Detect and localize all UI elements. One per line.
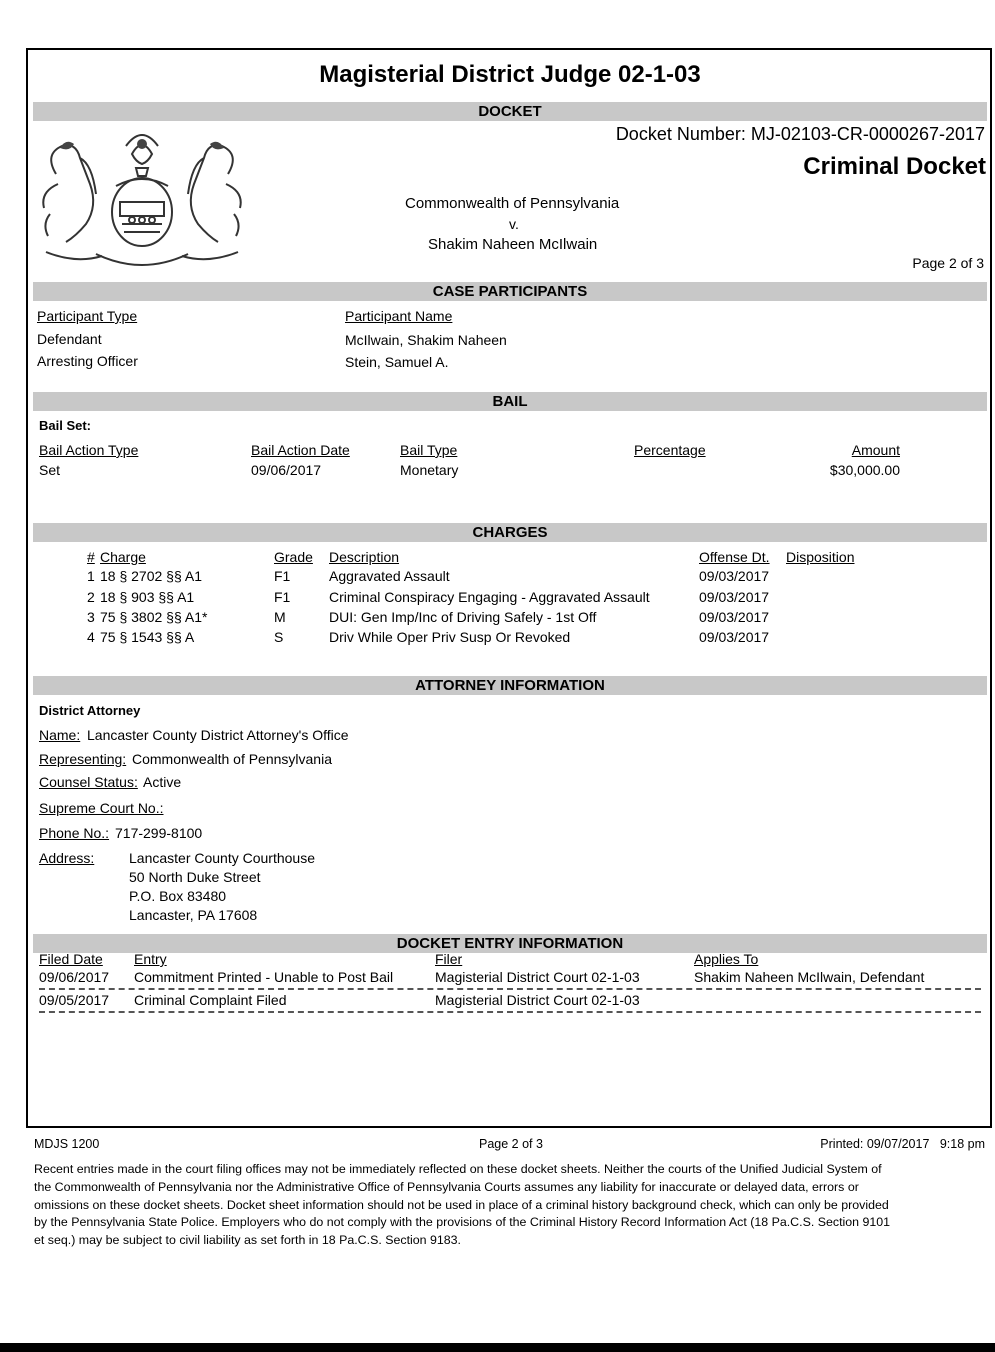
entry-applies-to: Shakim Naheen McIlwain, Defendant xyxy=(694,969,925,985)
attorney-name-label: Name: xyxy=(39,727,81,743)
charge-statute: 18 § 2702 §§ A1 xyxy=(100,568,202,584)
applies-to-header: Applies To xyxy=(694,951,759,967)
disposition-header: Disposition xyxy=(786,549,855,565)
bail-action-date-header: Bail Action Date xyxy=(251,442,350,458)
participant-type: Defendant xyxy=(37,331,102,347)
case-versus: v. xyxy=(509,216,519,232)
charge-statute: 75 § 1543 §§ A xyxy=(100,629,195,645)
pennsylvania-seal-icon xyxy=(36,124,248,274)
participant-name: Stein, Samuel A. xyxy=(345,354,449,370)
docket-band xyxy=(33,102,987,121)
page-indicator: Page 2 of 3 xyxy=(912,255,984,271)
bail-percentage-header: Percentage xyxy=(634,442,706,458)
footer-page: Page 2 of 3 xyxy=(479,1137,543,1151)
filer-header: Filer xyxy=(435,951,463,967)
charge-num: 1 xyxy=(87,568,95,584)
participant-type-header: Participant Type xyxy=(37,308,138,324)
disclaimer: Recent entries made in the court filing offices may not be immediately reflected on these docket sheets. Neither the courts of the Unified Judicial System of the Commonwealth of Pennsylvania nor the Administrative Office of Pennsylvania Courts assumes any liability for inaccurate or delayed data, errors or omissions on these docket sheets. Docket sheet information should not be used in place of a criminal history background check, which can only be provided by the Pennsylvania State Police. Employers who do not comply with the provisions of the Criminal History Record Information Act (18 Pa.C.S. Section 9101 et seq.) may be subject to civil liability as set forth in 18 Pa.C.S. Section 9183. xyxy=(34,1162,891,1248)
charge-offense-date: 09/03/2017 xyxy=(699,629,770,645)
representing-value: Commonwealth of Pennsylvania xyxy=(132,751,332,767)
charge-grade: F1 xyxy=(274,589,291,605)
bail-band xyxy=(33,392,987,411)
phone-label: Phone No.: xyxy=(39,825,110,841)
docket-number: Docket Number: MJ-02103-CR-0000267-2017 xyxy=(615,124,985,144)
attorney-name: Lancaster County District Attorney's Office xyxy=(87,727,349,743)
charge-offense-date: 09/03/2017 xyxy=(699,568,770,584)
charge-description: Driv While Oper Priv Susp Or Revoked xyxy=(329,629,571,645)
charge-statute: 75 § 3802 §§ A1* xyxy=(100,609,208,625)
participant-type: Arresting Officer xyxy=(37,353,138,369)
entry-filer: Magisterial District Court 02-1-03 xyxy=(435,969,640,985)
case-defendant: Shakim Naheen McIlwain xyxy=(428,236,598,253)
charge-num: 3 xyxy=(87,609,95,625)
address-line: Lancaster, PA 17608 xyxy=(129,907,258,923)
bail-amount-header: Amount xyxy=(851,442,900,458)
grade-header: Grade xyxy=(274,549,313,565)
bail-action-date: 09/06/2017 xyxy=(251,462,322,478)
charges-heading: CHARGES xyxy=(472,524,548,541)
charge-offense-date: 09/03/2017 xyxy=(699,589,770,605)
charge-description: DUI: Gen Imp/Inc of Driving Safely - 1st Off xyxy=(329,609,597,625)
filed-date-header: Filed Date xyxy=(39,951,103,967)
charge-header: Charge xyxy=(100,549,146,565)
entry-text: Criminal Complaint Filed xyxy=(134,992,287,1008)
bail-type: Monetary xyxy=(400,462,459,478)
phone-number: 717-299-8100 xyxy=(115,825,203,841)
charge-description: Criminal Conspiracy Engaging - Aggravated Assault xyxy=(329,589,650,605)
charge-description: Aggravated Assault xyxy=(329,568,450,584)
entry-filed-date: 09/06/2017 xyxy=(39,969,110,985)
charge-grade: M xyxy=(274,609,286,625)
bail-type-header: Bail Type xyxy=(400,442,458,458)
charge-grade: S xyxy=(274,629,284,645)
bail-set-label: Bail Set: xyxy=(39,418,92,433)
charge-num: 4 xyxy=(87,629,95,645)
case-plaintiff: Commonwealth of Pennsylvania xyxy=(405,195,620,212)
printed-timestamp: Printed: 09/07/2017 9:18 pm xyxy=(820,1137,985,1151)
docket-type: Criminal Docket xyxy=(803,153,986,180)
description-header: Description xyxy=(329,549,400,565)
counsel-status-label: Counsel Status: xyxy=(39,774,138,790)
participants-band xyxy=(33,282,987,301)
charge-num-header: # xyxy=(87,549,95,565)
entry-text: Commitment Printed - Unable to Post Bail xyxy=(134,969,394,985)
participants-heading: CASE PARTICIPANTS xyxy=(432,283,588,300)
form-number: MDJS 1200 xyxy=(34,1137,100,1151)
charge-offense-date: 09/03/2017 xyxy=(699,609,770,625)
docket-heading: DOCKET xyxy=(478,103,542,120)
charge-num: 2 xyxy=(87,589,95,605)
charges-band xyxy=(33,523,987,542)
entry-filer: Magisterial District Court 02-1-03 xyxy=(435,992,640,1008)
charge-statute: 18 § 903 §§ A1 xyxy=(100,589,195,605)
page-title: Magisterial District Judge 02-1-03 xyxy=(319,61,701,88)
bail-action-type-header: Bail Action Type xyxy=(39,442,139,458)
entry-header: Entry xyxy=(134,951,167,967)
row-divider xyxy=(39,988,981,990)
address-label: Address: xyxy=(39,850,95,866)
representing-label: Representing: xyxy=(39,751,127,767)
entries-heading: DOCKET ENTRY INFORMATION xyxy=(396,935,624,952)
bail-heading: BAIL xyxy=(492,393,528,410)
bail-action-type: Set xyxy=(39,462,61,478)
counsel-status: Active xyxy=(143,774,182,790)
offense-date-header: Offense Dt. xyxy=(699,549,770,565)
row-divider xyxy=(39,1011,981,1013)
supreme-court-label: Supreme Court No.: xyxy=(39,800,164,816)
participant-name-header: Participant Name xyxy=(345,308,453,324)
charge-grade: F1 xyxy=(274,568,291,584)
address-line: Lancaster County Courthouse xyxy=(129,850,315,866)
attorney-role: District Attorney xyxy=(39,703,141,718)
attorney-heading: ATTORNEY INFORMATION xyxy=(415,677,605,694)
bail-amount: $30,000.00 xyxy=(829,462,900,478)
address-line: P.O. Box 83480 xyxy=(129,888,227,904)
entry-filed-date: 09/05/2017 xyxy=(39,992,110,1008)
attorney-band xyxy=(33,676,987,695)
address-line: 50 North Duke Street xyxy=(129,869,261,885)
entries-band xyxy=(33,934,987,953)
page-bottom-bar xyxy=(0,1343,995,1352)
participant-name: McIlwain, Shakim Naheen xyxy=(345,332,507,348)
